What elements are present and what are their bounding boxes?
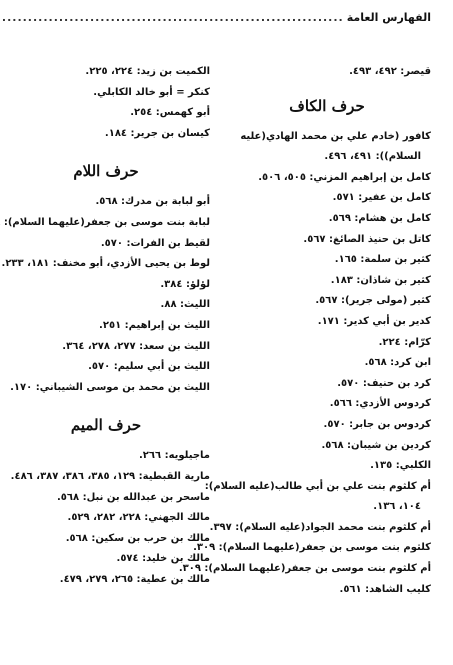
- index-entry: كليب الشاهد: ٥٦١.: [339, 583, 431, 595]
- index-entry: لقيط بن الفرات: ٥٧٠.: [100, 237, 210, 249]
- running-header: [28, 8, 431, 26]
- index-entry: كثير (مولى جرير): ٥٦٧.: [315, 295, 431, 307]
- index-entry: لبابة بنت موسى بن جعفر(عليهما السلام):: [3, 216, 210, 228]
- index-entry: كرد بن حنيف: ٥٧٠.: [337, 377, 431, 389]
- index-entry: كردوس بن جابر: ٥٧٠.: [323, 418, 431, 430]
- index-entry: الليث بن محمد بن موسى الشيباني: ١٧٠.: [10, 381, 210, 393]
- index-entry: أم كلثوم بنت علي بن أبي طالب(عليه السلام):: [204, 480, 431, 492]
- index-entry: السلام)): ٤٩١، ٤٩٦.: [324, 151, 421, 163]
- index-entry: لوط بن يحيى الأزدي، أبو مخنف: ١٨١، ٢٣٣.: [1, 258, 210, 270]
- header-leader-dots: [0, 11, 344, 24]
- index-entry: كاتل بن حنيذ الصائغ: ٥٦٧.: [303, 233, 431, 245]
- index-entry: مارية القبطية: ١٢٩، ٣٨٥، ٣٨٦، ٣٨٧، ٤٨٦.: [10, 470, 210, 482]
- index-entry: كثير بن سلمة: ١٦٥.: [334, 254, 431, 266]
- index-entry: كنكر = أبو خالد الكابلي.: [93, 86, 210, 98]
- section-heading: حرف الميم: [70, 416, 142, 435]
- index-entry: الليث بن أبي سليم: ٥٧٠.: [88, 361, 210, 373]
- index-entry: الكلبي: ١٣٥.: [370, 460, 431, 472]
- index-entry: أبو لبابة بن مدرك: ٥٦٨.: [95, 196, 210, 208]
- index-entry: ابن كرد: ٥٦٨.: [364, 357, 431, 369]
- index-entry: كدير بن أبي كدير: ١٧١.: [317, 315, 431, 327]
- index-entry: أبو كهمس: ٢٥٤.: [130, 107, 210, 119]
- index-entry: الليث بن سعد: ٢٧٧، ٢٧٨، ٣٦٤.: [62, 340, 210, 352]
- index-entry: كامل بن إبراهيم المزني: ٥٠٥، ٥٠٦.: [258, 171, 431, 183]
- index-entry: كردوس الأزدي: ٥٦٦.: [329, 398, 431, 410]
- index-entry: أم كلثوم بنت محمد الجواد(عليه السلام): ٣٩٧.: [209, 521, 431, 533]
- section-heading: حرف الكاف: [289, 96, 365, 115]
- index-entry: كلثوم بنت موسى بن جعفر(عليهما السلام): ٣٠٩.: [193, 542, 431, 554]
- index-entry: كردين بن شيبان: ٥٦٨.: [321, 439, 431, 451]
- index-entry: كيسان بن جرير: ١٨٤.: [104, 127, 210, 139]
- index-entry: كامل بن هشام: ٥٦٩.: [328, 212, 431, 224]
- index-entry: مالك بن عطية: ٢٦٥، ٢٧٩، ٤٧٩.: [59, 573, 210, 585]
- index-entry: كرّام: ٢٢٤.: [378, 336, 431, 348]
- index-entry: مالك بن خليد: ٥٧٤.: [116, 553, 210, 565]
- index-entry: لؤلؤ: ٣٨٤.: [160, 278, 210, 290]
- index-entry: كافور (خادم علي بن محمد الهادي(عليه: [240, 130, 431, 142]
- left-column: [2, 62, 210, 590]
- index-entry: مالك الجهني: ٢٢٨، ٢٨٢، ٥٢٩.: [67, 512, 210, 524]
- index-entry: كامل بن عفير: ٥٧١.: [332, 192, 431, 204]
- index-entry: مالك بن حرب بن سكين: ٥٦٨.: [65, 532, 210, 544]
- index-entry: أم كلثوم بنت موسى بن جعفر(عليهما السلام): ٣٠٩.: [178, 563, 431, 575]
- index-entry: ١٠٤، ١٣٦.: [373, 501, 421, 513]
- index-entry: كثير بن شاذان: ١٨٣.: [330, 274, 431, 286]
- index-entry: قيصر: ٤٩٢، ٤٩٣.: [349, 66, 431, 77]
- index-entry: الكميت بن زيد: ٢٢٤، ٢٢٥.: [85, 66, 210, 77]
- index-entry: الليث بن إبراهيم: ٢٥١.: [99, 319, 210, 331]
- index-entry: ماسحر بن عبدالله بن نبل: ٥٦٨.: [56, 491, 210, 503]
- header-title: الفهارس العامة: [346, 10, 431, 24]
- index-entry: ماجيلويه: ٢٦٦.: [138, 450, 210, 462]
- index-entry: الليث: ٨٨.: [160, 299, 210, 311]
- section-heading: حرف اللام: [73, 162, 139, 181]
